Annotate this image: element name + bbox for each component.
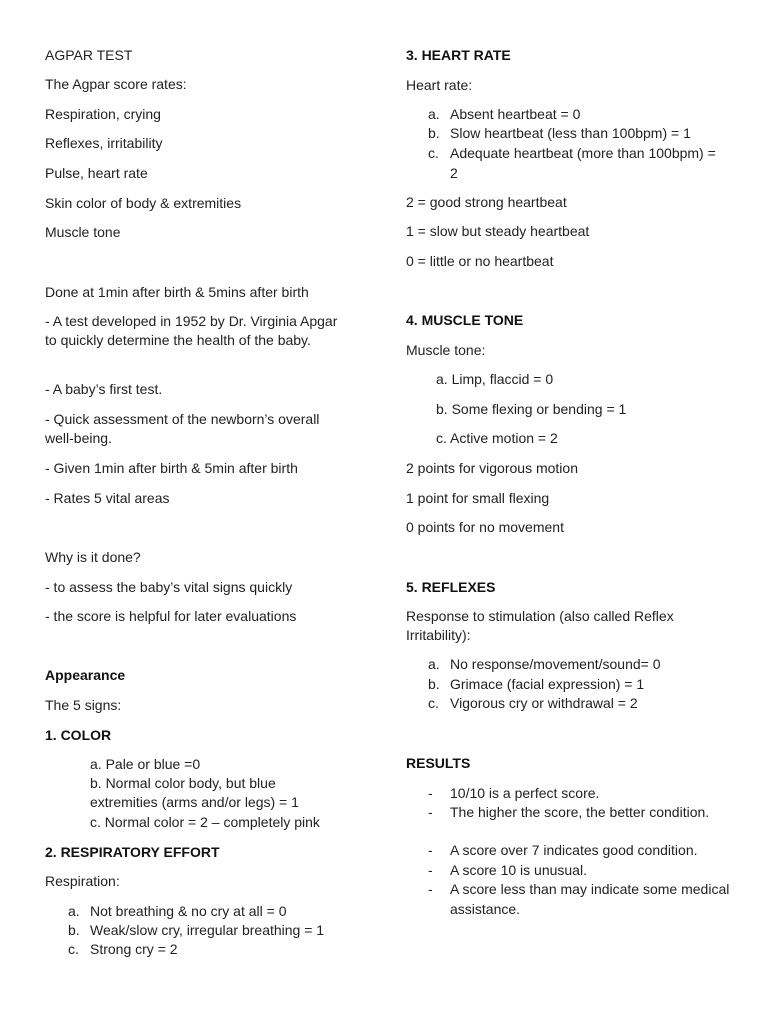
fact-item: - Quick assessment of the newborn’s overall well-being.	[45, 411, 320, 446]
signs-intro: The 5 signs:	[45, 697, 122, 713]
color-heading: 1. COLOR	[45, 727, 112, 743]
reflexes-intro: Response to stimulation (also called Reflex Irritability):	[406, 608, 674, 643]
reflexes-heading: 5. REFLEXES	[406, 579, 496, 595]
respiration-item: c. Strong cry = 2	[68, 941, 178, 957]
rate-item: Reflexes, irritability	[45, 135, 163, 151]
heart-rate-item: a. Absent heartbeat = 0	[428, 106, 581, 122]
rates-intro: The Agpar score rates:	[45, 76, 187, 92]
muscle-tone-heading: 4. MUSCLE TONE	[406, 312, 524, 328]
heart-rate-item: b. Slow heartbeat (less than 100bpm) = 1	[428, 125, 691, 141]
doc-title: AGPAR TEST	[45, 47, 133, 63]
result-item: - A score over 7 indicates good condition.	[428, 842, 698, 858]
muscle-tone-intro: Muscle tone:	[406, 342, 486, 358]
heart-note: 2 = good strong heartbeat	[406, 194, 567, 210]
why-item: - to assess the baby’s vital signs quickly	[45, 579, 293, 595]
color-item: c. Normal color = 2 – completely pink	[90, 814, 320, 830]
color-item: b. Normal color body, but blue extremities (arms and/or legs) = 1	[90, 775, 299, 810]
muscle-note: 2 points for vigorous motion	[406, 460, 578, 476]
heart-rate-intro: Heart rate:	[406, 77, 473, 93]
heart-note: 0 = little or no heartbeat	[406, 253, 554, 269]
respiration-item: b. Weak/slow cry, irregular breathing = 1	[68, 922, 325, 938]
muscle-note: 1 point for small flexing	[406, 490, 550, 506]
fact-item: - Given 1min after birth & 5min after birth	[45, 460, 298, 476]
why-item: - the score is helpful for later evaluations	[45, 608, 297, 624]
reflex-item: c. Vigorous cry or withdrawal = 2	[428, 695, 638, 711]
color-item: a. Pale or blue =0	[90, 756, 201, 772]
heart-rate-item: c. Adequate heartbeat (more than 100bpm) = 2	[428, 145, 716, 181]
rate-item: Pulse, heart rate	[45, 165, 148, 181]
muscle-tone-item: c. Active motion = 2	[436, 430, 558, 446]
results-heading: RESULTS	[406, 755, 471, 771]
done-at-text: Done at 1min after birth & 5mins after birth	[45, 284, 309, 300]
rate-item: Respiration, crying	[45, 106, 161, 122]
appearance-heading: Appearance	[45, 667, 126, 683]
respiratory-heading: 2. RESPIRATORY EFFORT	[45, 844, 220, 860]
respiration-intro: Respiration:	[45, 873, 120, 889]
reflex-item: b. Grimace (facial expression) = 1	[428, 676, 645, 692]
rate-item: Skin color of body & extremities	[45, 195, 242, 211]
rate-item: Muscle tone	[45, 224, 121, 240]
respiration-item: a. Not breathing & no cry at all = 0	[68, 903, 287, 919]
muscle-note: 0 points for no movement	[406, 519, 564, 535]
result-item: - A score 10 is unusual.	[428, 862, 587, 878]
heart-rate-heading: 3. HEART RATE	[406, 47, 511, 63]
reflex-item: a. No response/movement/sound= 0	[428, 656, 661, 672]
muscle-tone-item: b. Some flexing or bending = 1	[436, 401, 627, 417]
why-question: Why is it done?	[45, 549, 141, 565]
fact-item: - A baby’s first test.	[45, 381, 163, 397]
result-item: - A score less than may indicate some medical assistance.	[428, 881, 730, 917]
muscle-tone-item: a. Limp, flaccid = 0	[436, 371, 554, 387]
heart-note: 1 = slow but steady heartbeat	[406, 223, 590, 239]
fact-item: - Rates 5 vital areas	[45, 490, 170, 506]
result-item: - 10/10 is a perfect score.	[428, 785, 600, 801]
fact-item: - A test developed in 1952 by Dr. Virginia Apgar to quickly determine the health of the baby.	[45, 313, 338, 348]
result-item: - The higher the score, the better condition.	[428, 804, 710, 820]
